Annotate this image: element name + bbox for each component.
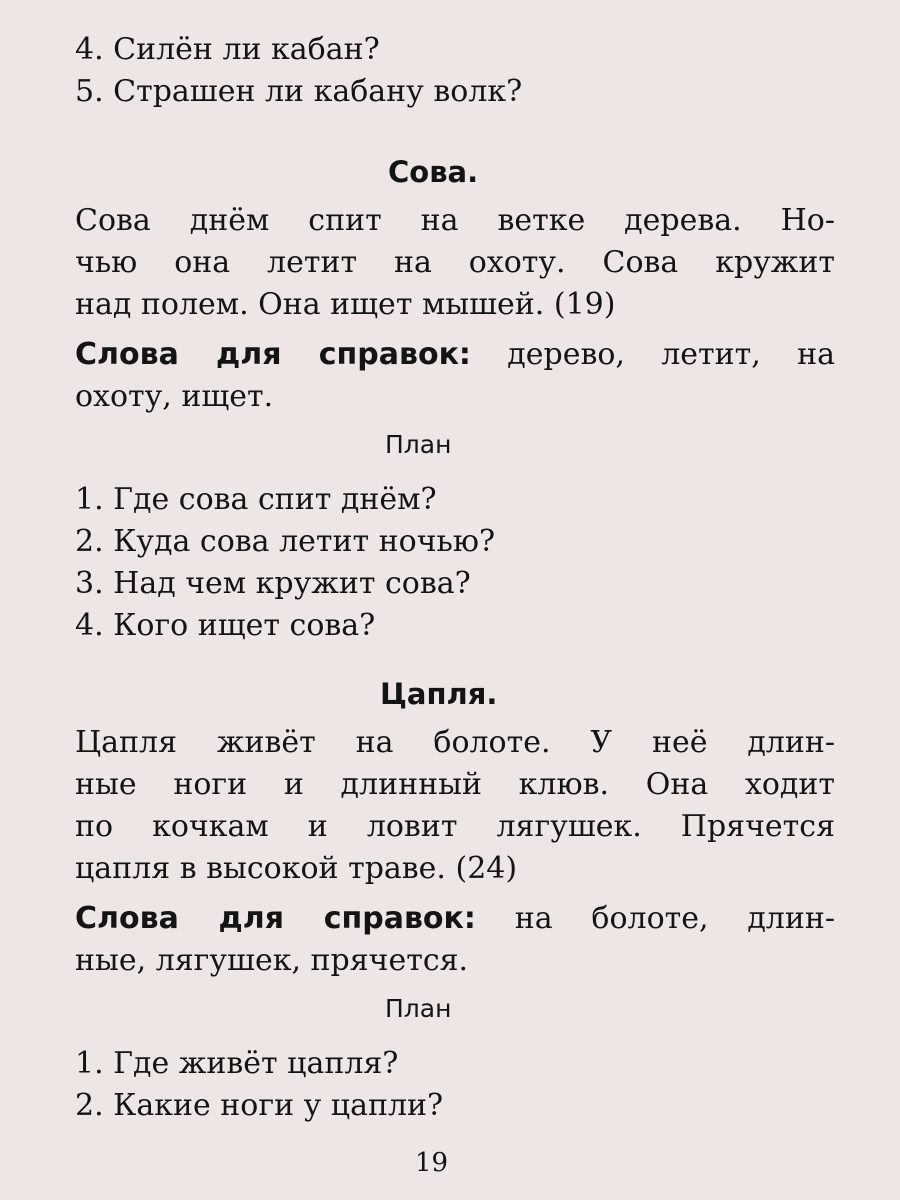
plan-item: 2. Куда сова летит ночью?	[75, 524, 496, 559]
reference-words-label: Слова для справок:	[75, 901, 476, 936]
plan-item: 1. Где сова спит днём?	[75, 482, 437, 517]
paragraph-line: Сова днём спит на ветке дерева. Но-	[75, 203, 835, 238]
page-number: 19	[415, 1148, 449, 1178]
reference-words-line: Слова для справок: на болоте, длин-	[75, 901, 835, 936]
list-item: 5. Страшен ли кабану волк?	[75, 74, 523, 109]
paragraph-line: над полем. Она ищет мышей. (19)	[75, 287, 616, 322]
plan-item: 1. Где живёт цапля?	[75, 1046, 399, 1081]
section-title-tsaplya: Цапля.	[380, 677, 498, 711]
paragraph-line: ные ноги и длинный клюв. Она ходит	[75, 767, 835, 802]
paragraph-line: по кочкам и ловит лягушек. Прячется	[75, 809, 835, 844]
paragraph-line: цапля в высокой траве. (24)	[75, 851, 518, 886]
reference-words-line: ные, лягушек, прячется.	[75, 943, 469, 978]
reference-words-line: Слова для справок: дерево, летит, на	[75, 337, 835, 372]
bleed-through-texture	[600, 0, 900, 1200]
paragraph-line: чью она летит на охоту. Сова кружит	[75, 245, 835, 280]
plan-title: План	[385, 430, 452, 459]
plan-item: 2. Какие ноги у цапли?	[75, 1088, 444, 1123]
section-title-sova: Сова.	[388, 155, 479, 189]
reference-words-line: охоту, ищет.	[75, 379, 274, 414]
paragraph-line: Цапля живёт на болоте. У неё длин-	[75, 725, 835, 760]
plan-title: План	[385, 994, 452, 1023]
plan-item: 4. Кого ищет сова?	[75, 608, 376, 643]
reference-words-label: Слова для справок:	[75, 337, 471, 372]
plan-item: 3. Над чем кружит сова?	[75, 566, 471, 601]
list-item: 4. Силён ли кабан?	[75, 32, 380, 67]
